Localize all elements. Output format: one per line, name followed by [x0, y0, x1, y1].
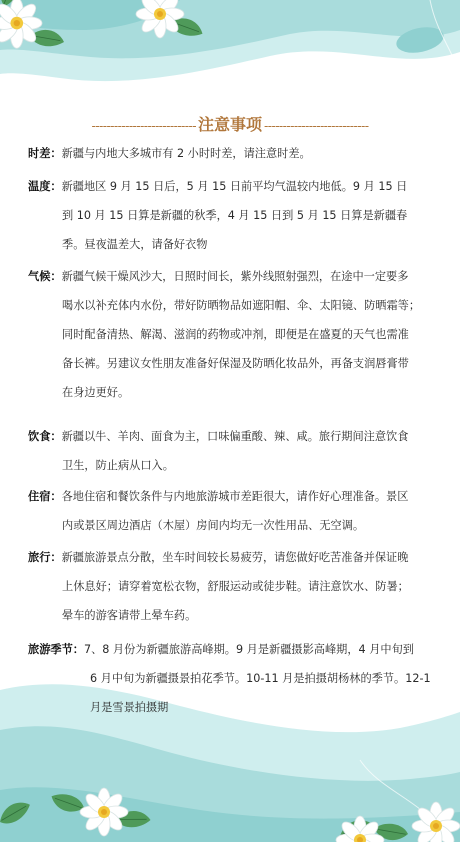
section-line: 时差：新疆与内地大多城市有 2 小时时差，请注意时差。	[28, 147, 311, 160]
section-line: 6 月中旬为新疆摄景拍花季节。10-11 月是拍摄胡杨林的季节。12-1	[90, 672, 431, 685]
section-climate	[28, 262, 440, 407]
section-line: 气候：新疆气候干燥风沙大，日照时间长，紫外线照射强烈，在途中一定要多	[28, 270, 409, 283]
section-line: 住宿：各地住宿和餐饮条件与内地旅游城市差距很大，请作好心理准备。景区	[28, 490, 409, 503]
page-title	[0, 112, 460, 135]
section-line: 季。昼夜温差大，请备好衣物	[62, 238, 208, 251]
section-line: 旅行：新疆旅游景点分散，坐车时间较长易疲劳，请您做好吃苦准备并保证晚	[28, 551, 409, 564]
section-line: 在身边更好。	[62, 386, 130, 399]
section-label: 旅游季节：	[28, 643, 84, 656]
title-dash-left: ----------------------------	[91, 119, 196, 133]
section-label: 温度：	[28, 180, 62, 193]
section-line: 同时配备清热、解渴、滋润的药物或冲剂，即便是在盛夏的天气也需准	[62, 328, 409, 341]
section-label: 旅行：	[28, 551, 62, 564]
section-travel-season	[28, 635, 440, 722]
section-line: 备长裤。另建议女性朋友准备好保湿及防晒化妆品外，再备支润唇膏带	[62, 357, 409, 370]
section-label: 住宿：	[28, 490, 62, 503]
section-accommodation	[28, 482, 440, 540]
section-label: 饮食：	[28, 430, 62, 443]
section-line: 旅游季节：7、8 月份为新疆旅游高峰期。9 月是新疆摄影高峰期，4 月中旬到	[28, 643, 414, 656]
section-line: 到 10 月 15 日算是新疆的秋季，4 月 15 日到 5 月 15 日算是新疆春	[62, 209, 408, 222]
title-text: 注意事项	[197, 115, 262, 134]
section-temperature	[28, 172, 440, 259]
section-line: 晕车的游客请带上晕车药。	[62, 609, 197, 622]
section-diet	[28, 422, 440, 480]
section-label: 时差：	[28, 147, 62, 160]
section-time-difference	[28, 139, 440, 168]
section-line: 卫生，防止病从口入。	[62, 459, 174, 472]
section-line: 月是雪景拍摄期	[90, 701, 169, 714]
section-line: 喝水以补充体内水份，带好防晒物品如遮阳帽、伞、太阳镜、防晒霜等；	[62, 299, 421, 312]
section-label: 气候：	[28, 270, 62, 283]
section-line: 饮食：新疆以牛、羊肉、面食为主，口味偏重酸、辣、咸。旅行期间注意饮食	[28, 430, 409, 443]
section-line: 内或景区周边酒店（木屋）房间内均无一次性用品、无空调。	[62, 519, 365, 532]
title-dash-right: ----------------------------	[264, 119, 369, 133]
section-travel	[28, 543, 440, 630]
section-line: 温度：新疆地区 9 月 15 日后，5 月 15 日前平均气温较内地低。9 月 15 日	[28, 180, 408, 193]
section-line: 上休息好；请穿着宽松衣物，舒服运动或徒步鞋。请注意饮水、防暑；	[62, 580, 409, 593]
